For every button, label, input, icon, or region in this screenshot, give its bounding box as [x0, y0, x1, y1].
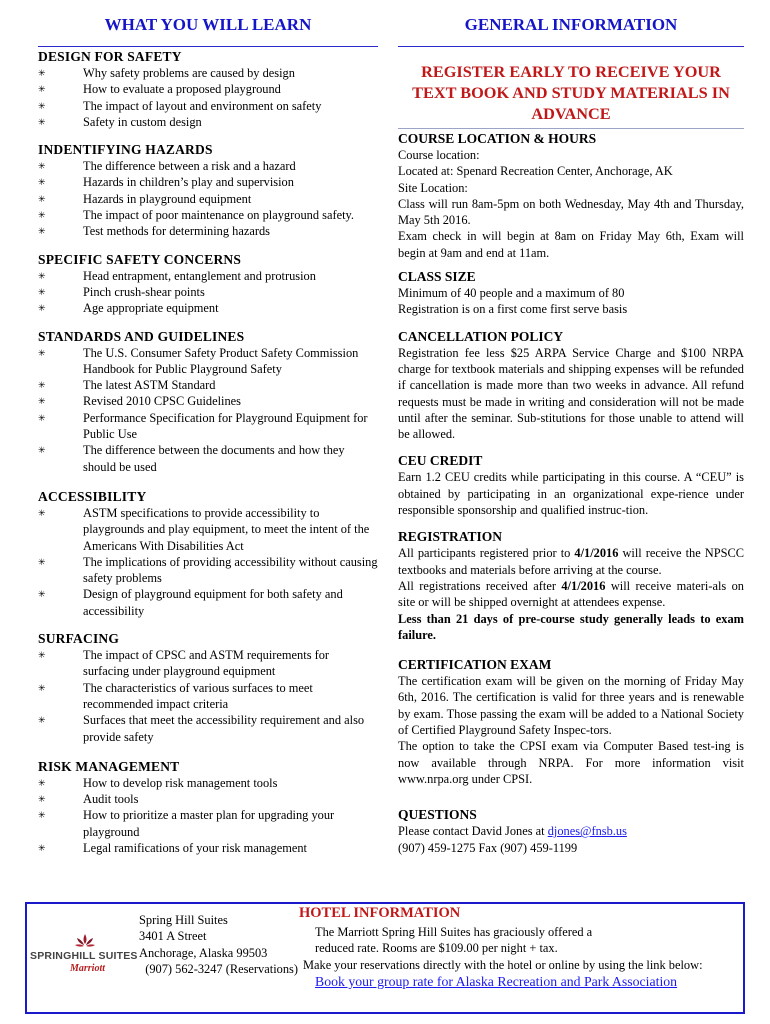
logo-wordmark: SPRINGHILL SUITES: [30, 950, 138, 962]
section-list: [38, 775, 378, 856]
list-item: [38, 680, 378, 713]
list-item: [38, 345, 378, 378]
asterisk-bullet-icon: ✳: [38, 193, 46, 204]
hotel-address-line: 3401 A Street: [139, 929, 207, 944]
general-information-heading: GENERAL INFORMATION: [464, 15, 678, 34]
list-item: [38, 647, 378, 680]
flower-logo-icon: [72, 932, 98, 952]
list-item-text: The impact of CPSC and ASTM requirements for surfacing under playground equipment: [83, 648, 330, 679]
hotel-address: [139, 912, 298, 977]
list-item: [38, 223, 378, 239]
list-item-text: The impact of layout and environment on safety: [83, 98, 322, 113]
list-item-text: The U.S. Consumer Safety Product Safety Commission Handbook for Public Playground Safety: [83, 345, 359, 376]
cancellation-policy-text: Registration fee less $25 ARPA Service Charge and $100 NRPA charge for textbook materials and shipping expenses will be refunded if cancellation is made more than two weeks in advance. All refund requests must be made in writing and consideration will not be made until after the seminar. Sub-stitutions for those unable to attend will be allowed.: [398, 345, 744, 442]
asterisk-bullet-icon: ✳: [38, 286, 46, 297]
list-item-text: Audit tools: [83, 792, 139, 807]
hotel-information-title: HOTEL INFORMATION: [299, 905, 461, 921]
hotel-offer-line: The Marriott Spring Hill Suites has graciously offered a: [315, 925, 593, 939]
hotel-address-line: Spring Hill Suites: [139, 913, 228, 927]
asterisk-bullet-icon: ✳: [38, 84, 46, 95]
asterisk-bullet-icon: ✳: [38, 777, 46, 788]
class-size-basis: Registration is on a first come first serve basis: [398, 302, 628, 317]
asterisk-bullet-icon: ✳: [38, 507, 46, 518]
registration-date-2: 4/1/2016: [561, 578, 606, 593]
asterisk-bullet-icon: ✳: [38, 650, 46, 661]
asterisk-bullet-icon: ✳: [38, 100, 46, 111]
registration-text-2: All registrations received after 4/1/2016 will receive materi-als on site or will be shipped overnight at attendees expense.: [398, 578, 744, 610]
list-item-text: Pinch crush-shear points: [83, 284, 205, 299]
list-item: [38, 840, 378, 856]
register-early-banner: REGISTER EARLY TO RECEIVE YOUR TEXT BOOK AND STUDY MATERIALS IN ADVANCE: [412, 62, 730, 123]
ceu-credit-title: CEU CREDIT: [398, 453, 483, 469]
list-item: [38, 442, 378, 475]
asterisk-bullet-icon: ✳: [38, 161, 46, 172]
section-list: [38, 345, 378, 475]
list-item: [38, 158, 378, 174]
list-item-text: Revised 2010 CPSC Guidelines: [83, 394, 241, 409]
list-item: [38, 65, 378, 81]
asterisk-bullet-icon: ✳: [38, 226, 46, 237]
ceu-credit-text: Earn 1.2 CEU credits while participating in this course. A “CEU” is obtained by participating in an organizational expe-rience under responsible sponsorship and qualified instruc-tion.: [398, 470, 744, 518]
list-item-text: Test methods for determining hazards: [83, 224, 271, 239]
asterisk-bullet-icon: ✳: [38, 116, 46, 127]
asterisk-bullet-icon: ✳: [38, 842, 46, 853]
list-item: [38, 114, 378, 130]
list-item: [38, 775, 378, 791]
section-list: [38, 505, 378, 619]
asterisk-bullet-icon: ✳: [38, 412, 46, 423]
section-list: [38, 268, 378, 317]
asterisk-bullet-icon: ✳: [38, 794, 46, 805]
section-title: RISK MANAGEMENT: [38, 758, 180, 774]
list-item-text: How to evaluate a proposed playground: [83, 82, 281, 97]
right-column: [398, 14, 744, 856]
section-title: ACCESSIBILITY: [38, 488, 147, 504]
list-item: [38, 554, 378, 587]
list-item: [38, 505, 378, 554]
logo-marriott: Marriott: [70, 963, 106, 974]
registration-title: REGISTRATION: [398, 529, 503, 545]
left-column: [38, 14, 378, 856]
asterisk-bullet-icon: ✳: [38, 380, 46, 391]
list-item-text: The difference between the documents and how they should be used: [83, 443, 345, 474]
asterisk-bullet-icon: ✳: [38, 177, 46, 188]
list-item: [38, 712, 378, 745]
list-item: [38, 377, 378, 393]
list-item-text: Surfaces that meet the accessibility requirement and also provide safety: [83, 713, 365, 744]
hotel-phone: (907) 562-3247 (Reservations): [139, 961, 298, 976]
what-you-will-learn-heading: WHAT YOU WILL LEARN: [104, 15, 312, 34]
learning-sections: [38, 49, 378, 856]
exam-hours-text: Exam check in will begin at 8am on Friday May 6th, Exam will begin at 9am and end at 11am.: [398, 229, 744, 260]
list-item: [38, 807, 378, 840]
section-title: SPECIFIC SAFETY CONCERNS: [38, 251, 242, 267]
class-size-title: CLASS SIZE: [398, 269, 476, 285]
list-item: [38, 791, 378, 807]
list-item-text: How to develop risk management tools: [83, 775, 278, 790]
left-heading-rule: [38, 46, 378, 47]
springhill-suites-logo: [30, 932, 138, 976]
section-list: [38, 65, 378, 130]
list-item-text: Legal ramifications of your risk management: [83, 840, 307, 855]
list-item-text: Age appropriate equipment: [83, 301, 219, 316]
asterisk-bullet-icon: ✳: [38, 589, 46, 600]
list-item: [38, 98, 378, 114]
list-item-text: The characteristics of various surfaces to meet recommended impact criteria: [83, 680, 313, 711]
asterisk-bullet-icon: ✳: [38, 396, 46, 407]
asterisk-bullet-icon: ✳: [38, 445, 46, 456]
section-title: INDENTIFYING HAZARDS: [38, 142, 213, 158]
questions-phone: (907) 459-1275 Fax (907) 459-1199: [398, 840, 578, 855]
book-group-rate-link[interactable]: Book your group rate for Alaska Recreation and Park Association: [315, 973, 678, 989]
questions-title: QUESTIONS: [398, 807, 477, 823]
list-item-text: The difference between a risk and a hazard: [83, 159, 296, 174]
section-list: [38, 647, 378, 745]
list-item-text: How to prioritize a master plan for upgrading your playground: [83, 808, 335, 839]
list-item-text: Hazards in playground equipment: [83, 191, 252, 206]
registration-date-1: 4/1/2016: [574, 546, 619, 561]
registration-warning: Less than 21 days of pre-course study generally leads to exam failure.: [398, 611, 744, 642]
hotel-offer: [303, 924, 740, 990]
asterisk-bullet-icon: ✳: [38, 270, 46, 281]
questions-contact: Please contact David Jones at djones@fnsb.us: [398, 824, 627, 839]
certification-exam-title: CERTIFICATION EXAM: [398, 657, 552, 673]
list-item: [38, 586, 378, 619]
section-title: STANDARDS AND GUIDELINES: [38, 328, 245, 344]
list-item: [38, 393, 378, 409]
section-title: DESIGN FOR SAFETY: [38, 49, 182, 64]
contact-email-link[interactable]: djones@fnsb.us: [547, 824, 627, 839]
list-item: [38, 268, 378, 284]
section-title: SURFACING: [38, 631, 120, 647]
list-item: [38, 410, 378, 443]
hotel-offer-line: reduced rate. Rooms are $109.00 per night + tax.: [315, 941, 558, 956]
list-item-text: The latest ASTM Standard: [83, 378, 216, 393]
class-size-limit: Minimum of 40 people and a maximum of 80: [398, 286, 625, 301]
asterisk-bullet-icon: ✳: [38, 682, 46, 693]
hotel-offer-line: Make your reservations directly with the hotel or online by using the link below:: [303, 957, 703, 972]
asterisk-bullet-icon: ✳: [38, 210, 46, 221]
certification-exam-text: The certification exam will be given on the morning of Friday May 6th, 2016. The certification is valid for three years and is renewable by exam. Those passing the exam will be added to a National Society of Certified Playground Safety Inspec-tors.: [398, 674, 744, 738]
asterisk-bullet-icon: ✳: [38, 347, 46, 358]
cancellation-policy-title: CANCELLATION POLICY: [398, 328, 564, 344]
asterisk-bullet-icon: ✳: [38, 810, 46, 821]
list-item: [38, 174, 378, 190]
asterisk-bullet-icon: ✳: [38, 303, 46, 314]
banner-rule: [398, 128, 744, 129]
section-list: [38, 158, 378, 239]
list-item-text: Design of playground equipment for both safety and accessibility: [83, 587, 343, 618]
asterisk-bullet-icon: ✳: [38, 68, 46, 78]
hotel-information-box: [25, 902, 745, 1014]
list-item-text: Hazards in children’s play and supervision: [83, 175, 294, 190]
list-item-text: Safety in custom design: [83, 114, 202, 129]
list-item-text: The implications of providing accessibility without causing safety problems: [83, 554, 378, 586]
course-location-value: Located at: Spenard Recreation Center, Anchorage, AK: [398, 164, 673, 179]
hotel-address-line: Anchorage, Alaska 99503: [139, 945, 268, 960]
asterisk-bullet-icon: ✳: [38, 556, 46, 567]
class-hours-text: Class will run 8am-5pm on both Wednesday, May 4th and Thursday, May 5th 2016.: [398, 196, 744, 228]
list-item-text: The impact of poor maintenance on playground safety.: [83, 208, 355, 223]
site-location-label: Site Location:: [398, 180, 468, 195]
cbt-option-text: The option to take the CPSI exam via Computer Based test-ing is now available through NRPA. For more information visit www.nrpa.org under CPSI.: [398, 739, 744, 786]
registration-text-1: All participants registered prior to 4/1/2016 will receive the NPSCC textbooks and materials before arriving at the course.: [398, 546, 744, 577]
asterisk-bullet-icon: ✳: [38, 715, 46, 726]
list-item-text: ASTM specifications to provide accessibility to playgrounds and play equipment, to meet the intent of the Americans With Disabilities Act: [83, 505, 370, 553]
course-location-label: Course location:: [398, 148, 480, 162]
list-item: [38, 207, 378, 223]
list-item-text: Why safety problems are caused by design: [83, 66, 295, 80]
list-item: [38, 191, 378, 207]
list-item-text: Performance Specification for Playground Equipment for Public Use: [83, 410, 368, 442]
right-heading-rule: [398, 46, 744, 47]
list-item: [38, 284, 378, 300]
course-location-title: COURSE LOCATION & HOURS: [398, 131, 597, 146]
list-item: [38, 300, 378, 316]
list-item-text: Head entrapment, entanglement and protrusion: [83, 268, 316, 283]
list-item: [38, 81, 378, 97]
